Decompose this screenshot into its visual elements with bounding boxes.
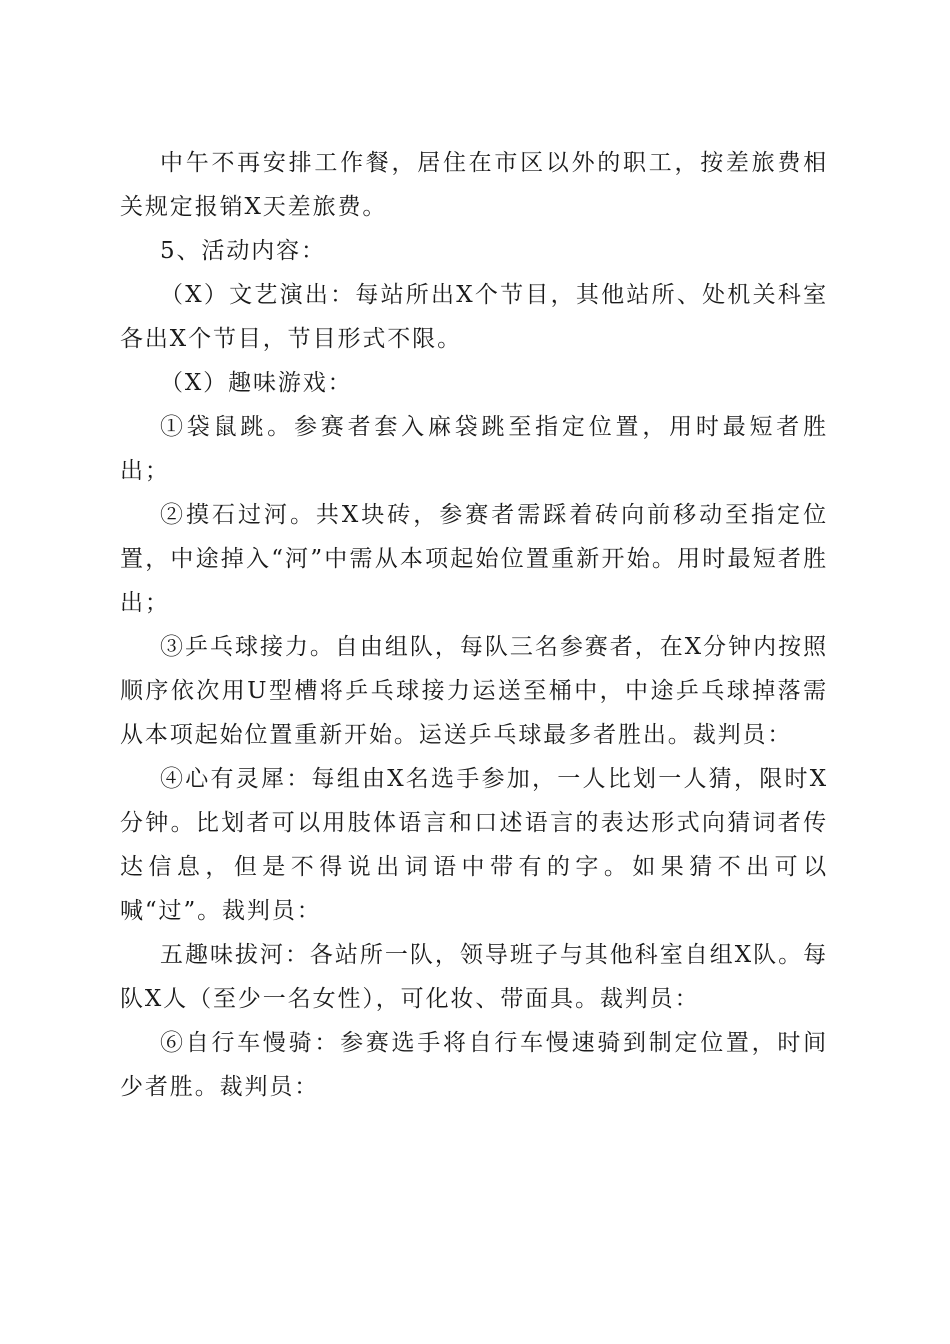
list-item-charades: ④心有灵犀：每组由X名选手参加，一人比划一人猜，限时X分钟。比划者可以用肢体语言和口述语言的表达形式向猜词者传达信息，但是不得说出词语中带有的字。如果猜不出可以喊“过”。裁判员：	[120, 766, 828, 924]
heading-activity-content: 5、活动内容：	[160, 238, 326, 264]
paragraph-performance: （X）文艺演出：每站所出X个节目，其他站所、处机关科室各出X个节目，节目形式不限。	[120, 282, 828, 352]
list-item-slow-cycling: ⑥自行车慢骑：参赛选手将自行车慢速骑到制定位置，时间少者胜。裁判员：	[120, 1030, 828, 1100]
list-item-kangaroo-jump: ①袋鼠跳。参赛者套入麻袋跳至指定位置，用时最短者胜出；	[120, 414, 828, 484]
paragraph-lunch-travel: 中午不再安排工作餐，居住在市区以外的职工，按差旅费相关规定报销X天差旅费。	[120, 150, 828, 220]
document-body	[120, 141, 828, 1109]
list-item-cross-river: ②摸石过河。共X块砖，参赛者需踩着砖向前移动至指定位置，中途掉入“河”中需从本项起始位置重新开始。用时最短者胜出；	[120, 502, 828, 616]
list-item-ping-pong-relay: ③乒乓球接力。自由组队，每队三名参赛者，在X分钟内按照顺序依次用U型槽将乒乓球接力运送至桶中，中途乒乓球掉落需从本项起始位置重新开始。运送乒乓球最多者胜出。裁判员：	[120, 634, 828, 748]
heading-fun-games: （X）趣味游戏：	[160, 370, 353, 396]
list-item-tug-of-war: 五趣味拔河：各站所一队，领导班子与其他科室自组X队。每队X人（至少一名女性），可化妆、带面具。裁判员：	[120, 942, 828, 1012]
